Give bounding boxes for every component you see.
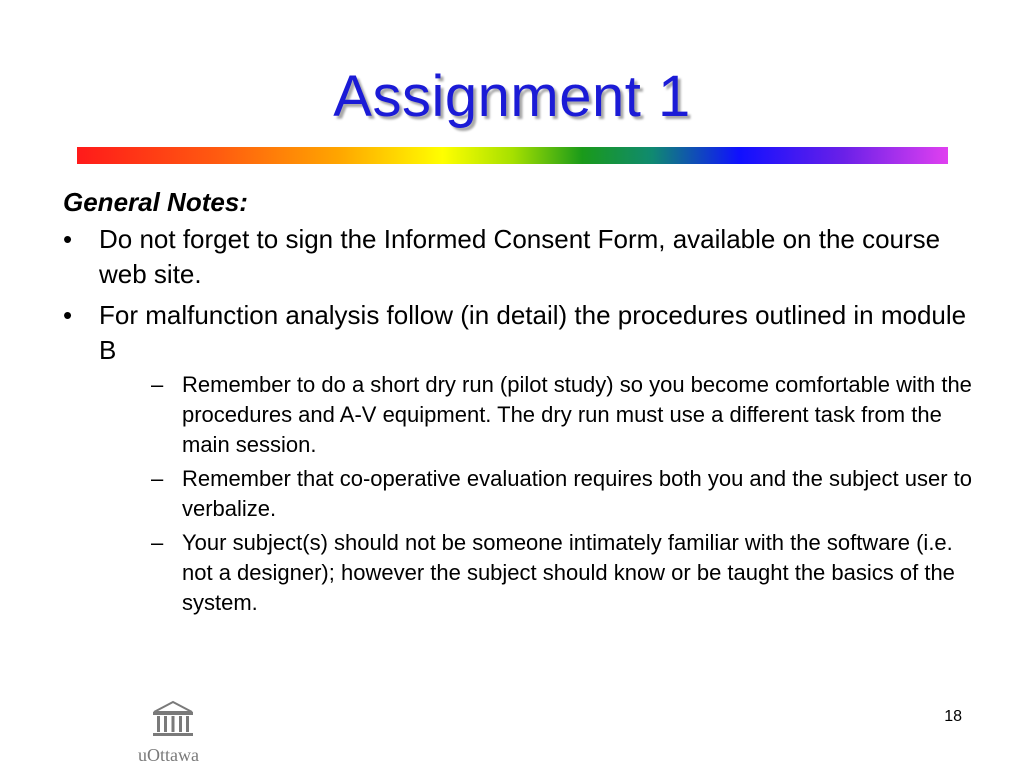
sub-bullet-marker: – xyxy=(151,372,164,397)
bullet-marker: • xyxy=(63,224,73,254)
sub-bullet-list xyxy=(99,370,973,618)
bullet-list xyxy=(63,222,973,618)
section-heading: General Notes: xyxy=(63,187,248,217)
sub-bullet-item xyxy=(99,370,973,460)
sub-bullet-text: Your subject(s) should not be someone intimately familiar with the software (i.e. not a designer); however the subject should know or be taught the basics of the system. xyxy=(182,530,955,615)
university-building-icon xyxy=(150,700,196,738)
rainbow-divider xyxy=(77,147,948,164)
page-number: 18 xyxy=(944,708,962,725)
slide-content xyxy=(63,184,973,624)
bullet-marker: • xyxy=(63,300,73,330)
sub-bullet-text: Remember that co-operative evaluation requires both you and the subject user to verbalize. xyxy=(182,466,973,521)
sub-bullet-marker: – xyxy=(151,466,164,491)
sub-bullet-item xyxy=(99,528,973,618)
bullet-item xyxy=(63,298,973,618)
sub-bullet-item xyxy=(99,464,973,524)
slide-title: Assignment 1 xyxy=(333,64,691,129)
sub-bullet-text: Remember to do a short dry run (pilot study) so you become comfortable with the procedures and A-V equipment. The dry run must use a different task from the main session. xyxy=(182,372,972,457)
bullet-item xyxy=(63,222,973,292)
uottawa-logo xyxy=(138,700,210,768)
sub-bullet-marker: – xyxy=(151,530,164,555)
bullet-text: Do not forget to sign the Informed Consent Form, available on the course web site. xyxy=(99,224,941,289)
logo-wordmark: uOttawa xyxy=(138,745,199,765)
bullet-text: For malfunction analysis follow (in detail) the procedures outlined in module B xyxy=(99,300,967,365)
